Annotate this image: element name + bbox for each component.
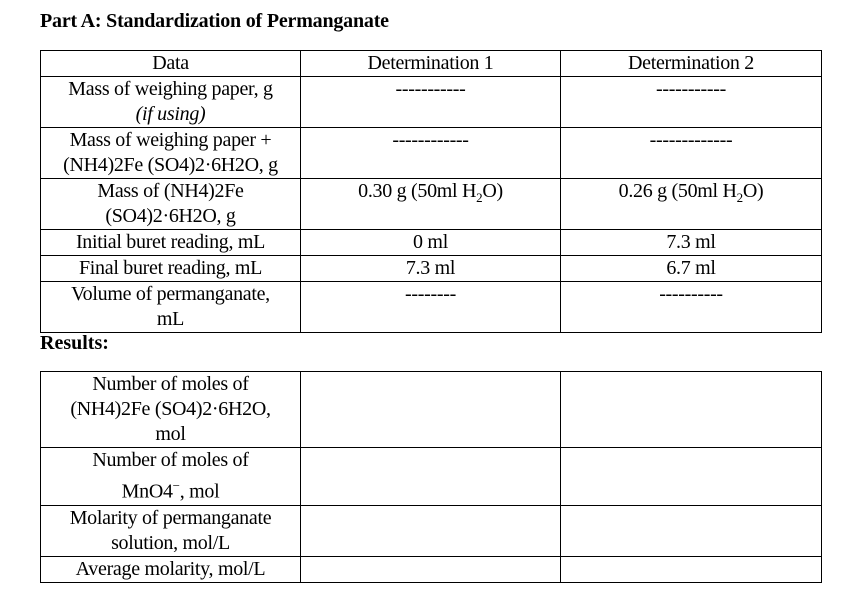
det1-value: -----------: [301, 77, 561, 128]
det1-input[interactable]: [301, 448, 561, 506]
row-label-text: Mass of weighing paper, g: [68, 78, 273, 100]
det1-value: 0.30 g (50ml $H_2O$): [301, 179, 561, 230]
det2-value: -----------: [561, 77, 822, 128]
det2-value: 0.26 g (50ml $H_2O$): [561, 179, 822, 230]
det2-input[interactable]: [561, 505, 822, 556]
det2-input[interactable]: [561, 556, 822, 582]
table-row: [41, 505, 822, 556]
table-row: [41, 448, 822, 506]
table-row: [41, 179, 822, 230]
det1-value: 0 ml: [301, 230, 561, 256]
header-determination-2: Determination 2: [561, 51, 822, 77]
row-label: Volume of permanganate, mL: [41, 282, 301, 333]
det1-value: ------------: [301, 128, 561, 179]
det1-value: 7.3 ml: [301, 256, 561, 282]
table-row: [41, 128, 822, 179]
row-label: Average molarity, mol/L: [41, 556, 301, 582]
results-table: [40, 371, 822, 583]
table-row: [41, 282, 822, 333]
table-row: [41, 77, 822, 128]
header-data: Data: [41, 51, 301, 77]
det1-input[interactable]: [301, 556, 561, 582]
det2-input[interactable]: [561, 448, 822, 506]
page-title: Part A: Standardization of Permanganate: [40, 10, 389, 32]
det2-input[interactable]: [561, 372, 822, 448]
row-label-note: (if using): [135, 103, 206, 125]
det2-value: 6.7 ml: [561, 256, 822, 282]
det1-input[interactable]: [301, 505, 561, 556]
results-heading: Results:: [40, 332, 109, 354]
row-label: Final buret reading, mL: [41, 256, 301, 282]
data-table: [40, 50, 822, 333]
table-row: [41, 230, 822, 256]
header-determination-1: Determination 1: [301, 51, 561, 77]
table-header-row: [41, 51, 822, 77]
row-label: Mass of weighing paper + (NH4)2Fe (SO4)2·6H2O, g: [41, 128, 301, 179]
row-label: Mass of (NH4)2Fe (SO4)2·6H2O, g: [41, 179, 301, 230]
row-label: Number of moles of MnO4−, mol: [41, 448, 301, 506]
det2-value: 7.3 ml: [561, 230, 822, 256]
table-row: [41, 372, 822, 448]
det2-value: ----------: [561, 282, 822, 333]
row-label: [41, 77, 301, 128]
det1-input[interactable]: [301, 372, 561, 448]
table-row: [41, 556, 822, 582]
det2-value: -------------: [561, 128, 822, 179]
det1-value: --------: [301, 282, 561, 333]
row-label: Number of moles of (NH4)2Fe (SO4)2·6H2O, mol: [41, 372, 301, 448]
table-row: [41, 256, 822, 282]
row-label: Molarity of permanganate solution, mol/L: [41, 505, 301, 556]
row-label: Initial buret reading, mL: [41, 230, 301, 256]
